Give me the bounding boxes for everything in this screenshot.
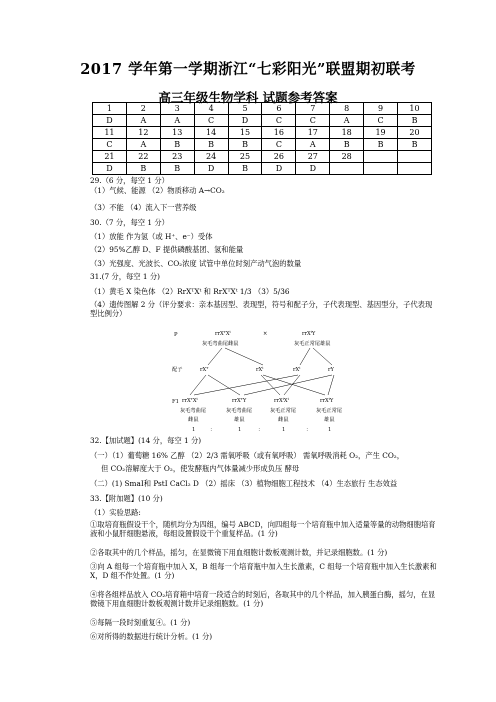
offspring-2-genotype: rrXᵀY: [232, 398, 247, 404]
answer-table-cell: D: [228, 115, 262, 127]
answer-table-cell: 4: [194, 103, 228, 115]
offspring-4-phenotype: 灰毛正常尾: [316, 408, 342, 414]
ratio-sep-3: ：: [306, 427, 312, 433]
line-g1-o2: [208, 375, 240, 395]
offspring-1-phenotype: 灰毛弯曲尾: [180, 408, 206, 414]
gamete-2: rXᵗ: [256, 367, 264, 373]
answer-table-cell: B: [398, 115, 432, 127]
q32-line2: 但 CO₂溶解度大于 O₂，使发酵瓶内气体量减少形成负压 酵母: [101, 464, 300, 473]
q31-line1: （1）黄毛 X 染色体 （2）RrXᵀXᵗ 和 RrXᵀXᵗ 1/3 （3）5/36: [90, 287, 290, 296]
answer-table-cell: A: [296, 139, 330, 151]
q31-line2: （4）遗传图解 2 分（评分要求：亲本基因型、表现型，符号和配子分，子代表现型、基因型分，子代表现型比例分）: [90, 300, 433, 319]
answer-table-cell: 15: [228, 127, 262, 139]
answer-table-cell: 20: [398, 127, 432, 139]
answer-table-cell: 18: [330, 127, 364, 139]
answer-table-cell: [364, 163, 398, 175]
answer-table-cell: 24: [194, 151, 228, 163]
offspring-2-sex: 雄鼠: [234, 417, 245, 423]
answer-table-cell: D: [93, 163, 127, 175]
line-p1-g1: [208, 348, 222, 365]
cross-symbol: ×: [263, 331, 268, 337]
q33-step2: ②各取其中的几个样品，摇匀，在显微镜下用血细胞计数板观测计数，并记录细胞数。(1 分): [90, 548, 388, 557]
answer-table-cell: B: [330, 139, 364, 151]
answer-table-cell: B: [160, 163, 194, 175]
answer-table-cell: C: [93, 139, 127, 151]
line-g3-o3: [284, 375, 300, 395]
answer-table-cell: 26: [262, 151, 296, 163]
ratio-4: 1: [328, 427, 332, 433]
answer-table-cell: B: [364, 139, 398, 151]
line-p1-g2: [225, 348, 263, 365]
answer-table-cell: C: [262, 115, 296, 127]
q30-line1: （1）放能 作为氢（或 H⁺、e⁻）受体: [90, 232, 213, 241]
answer-table-cell: [330, 163, 364, 175]
answer-table-cell: 28: [330, 151, 364, 163]
line-p2-g4: [313, 348, 332, 365]
ratio-sep-1: ：: [210, 427, 216, 433]
answer-table-cell: 3: [160, 103, 194, 115]
answer-table-cell: C: [296, 115, 330, 127]
q33-step6: ⑥对所得的数据进行统计分析。(1 分): [90, 632, 213, 641]
answer-table-cell: 7: [296, 103, 330, 115]
offspring-4-genotype: rrXᵗY: [320, 398, 334, 404]
parent1-genotype: rrXᵀXᵗ: [215, 331, 231, 337]
answer-table-cell: 17: [296, 127, 330, 139]
ratio-sep-2: ：: [258, 427, 264, 433]
answer-table-cell: B: [228, 139, 262, 151]
answer-table-row: [93, 127, 432, 139]
answer-table-cell: 27: [296, 151, 330, 163]
answer-table-cell: 9: [364, 103, 398, 115]
line-g2-o4: [263, 375, 325, 395]
offspring-1-sex: 雌鼠: [188, 417, 199, 423]
answer-table-cell: 22: [126, 151, 160, 163]
line-g2-o3: [261, 375, 280, 395]
q33-step3: ③向 A 组每一个培育瓶中加入 X，B 组每一个培育瓶中加入生长激素，C 组每一个培育瓶中加入生长激素和 X，D 组不作处置。(1 分): [90, 562, 437, 581]
answer-table-cell: 1: [93, 103, 127, 115]
answer-table-cell: A: [126, 115, 160, 127]
answer-table-cell: C: [194, 115, 228, 127]
offspring-3-sex: 雌鼠: [278, 417, 289, 423]
answer-table-cell: B: [194, 139, 228, 151]
diagram-p-label: P: [174, 332, 178, 338]
answer-table-cell: 2: [126, 103, 160, 115]
q32-line1: （一）（1）葡萄糖 16% 乙醇 （2）2/3 需氧呼吸（或有氧呼吸） 需氧呼吸消耗 O₂，产生 CO₂，: [90, 451, 405, 460]
answer-table-cell: A: [126, 139, 160, 151]
answer-table-cell: [364, 151, 398, 163]
answer-table-row: [93, 115, 432, 127]
q29-line1: （1）气候、能源 （2）物质移动 A→CO₂: [90, 186, 225, 195]
q29-line2: （3）不能 （4）流入下一营养级: [90, 203, 197, 212]
answer-table-cell: 12: [126, 127, 160, 139]
answer-table-cell: C: [262, 139, 296, 151]
line-g4-o4: [328, 375, 334, 395]
answer-table-row: [93, 103, 432, 115]
q33-step1: ①取培育瓶假设干个，随机均分为四组，编号 ABCD，向四组每一个培育瓶中加入适量等量的动物细胞培育液和小鼠肝细胞悬液，每组设置假设干个重复样品。(1 分): [90, 520, 436, 539]
answer-table-cell: C: [364, 115, 398, 127]
answer-table-cell: 10: [398, 103, 432, 115]
answer-table-cell: 19: [364, 127, 398, 139]
answer-table-row: [93, 163, 432, 175]
gamete-label: 配子: [172, 367, 183, 373]
ratio-1: 1: [192, 427, 196, 433]
q30-heading: 30.（7 分，每空 1 分）: [90, 218, 169, 227]
q31-heading: 31.(7 分，每空 1 分): [90, 272, 161, 281]
answer-table-cell: B: [126, 163, 160, 175]
offspring-3-genotype: rrXᵗXᵗ: [274, 398, 289, 404]
answer-table-cell: 5: [228, 103, 262, 115]
gamete-1: rXᵀ: [200, 367, 209, 373]
answer-table-cell: 25: [228, 151, 262, 163]
answer-table-cell: 11: [93, 127, 127, 139]
q29-heading: 29.（6 分，每空 1 分）: [90, 176, 169, 185]
answer-table-cell: 21: [93, 151, 127, 163]
q33-step4: ④将各组样品放入 CO₂培育箱中培育一段适合的时刻后，各取其中的几个样品，加入胰蛋白酶，摇匀，在显微镜下用血细胞计数板观测计数并记录细胞数。(1 分): [90, 590, 436, 609]
q33-line1: （1）实验思路:: [90, 508, 141, 517]
document-title: 2017 学年第一学期浙江“七彩阳光”联盟期初联考: [80, 61, 416, 78]
answer-table-cell: D: [296, 163, 330, 175]
offspring-2-phenotype: 灰毛弯曲尾: [226, 408, 252, 414]
answer-table-cell: 14: [194, 127, 228, 139]
answer-table-cell: [398, 151, 432, 163]
answer-table-cell: 23: [160, 151, 194, 163]
f1-label: F1: [172, 399, 179, 405]
answer-table-cell: A: [330, 115, 364, 127]
answer-table-cell: B: [398, 139, 432, 151]
answer-table-row: [93, 139, 432, 151]
answer-table-cell: 13: [160, 127, 194, 139]
parent1-phenotype: 灰毛弯曲尾雌鼠: [202, 341, 239, 347]
line-g1-o1: [190, 375, 206, 395]
answer-table-cell: B: [160, 139, 194, 151]
answer-table-cell: 6: [262, 103, 296, 115]
gamete-3: rXᵗ: [293, 367, 301, 373]
answer-table: [92, 102, 432, 175]
answer-table-cell: D: [262, 163, 296, 175]
q33-step5: ⑤每隔一段时刻重复④。(1 分): [90, 618, 191, 627]
ratio-3: 1: [282, 427, 286, 433]
q30-line3: （3）光强度、光波长、CO₂浓度 试管中单位时刻产动气泡的数量: [90, 259, 302, 268]
answer-table-cell: D: [93, 115, 127, 127]
answer-table-cell: 8: [330, 103, 364, 115]
document-subtitle: 高三年级生物学科 试题参考答案: [158, 90, 338, 105]
parent2-phenotype: 灰毛正常尾雄鼠: [294, 341, 331, 347]
offspring-4-sex: 雄鼠: [324, 417, 335, 423]
answer-table-cell: A: [160, 115, 194, 127]
answer-table-cell: D: [194, 163, 228, 175]
offspring-3-phenotype: 灰毛正常尾: [270, 408, 296, 414]
answer-table-cell: B: [228, 163, 262, 175]
ratio-2: 1: [238, 427, 242, 433]
offspring-1-genotype: rrXᵀXᵗ: [182, 398, 198, 404]
line-g3-o1: [194, 375, 298, 395]
q32-line3: （二）(1) SmaⅠ和 PstⅠ CaCl₂ D （2）摇床 （3）植物细胞工程技术 （4）生态旅行 生态效益: [90, 479, 398, 488]
answer-table-cell: [398, 163, 432, 175]
q32-heading: 32.【加试题】(14 分，每空 1 分): [90, 436, 202, 445]
q33-heading: 33.【附加题】(10 分): [90, 494, 163, 503]
q30-line2: （2）95%乙醇 D、F 提供磷酸基团、氢和能量: [90, 245, 244, 254]
line-p2-g3: [300, 348, 310, 365]
parent2-genotype: rrXᵗY: [302, 331, 316, 337]
answer-table-row: [93, 151, 432, 163]
gamete-4: rY: [328, 367, 334, 373]
line-g4-o2: [244, 375, 332, 395]
answer-table-cell: 16: [262, 127, 296, 139]
